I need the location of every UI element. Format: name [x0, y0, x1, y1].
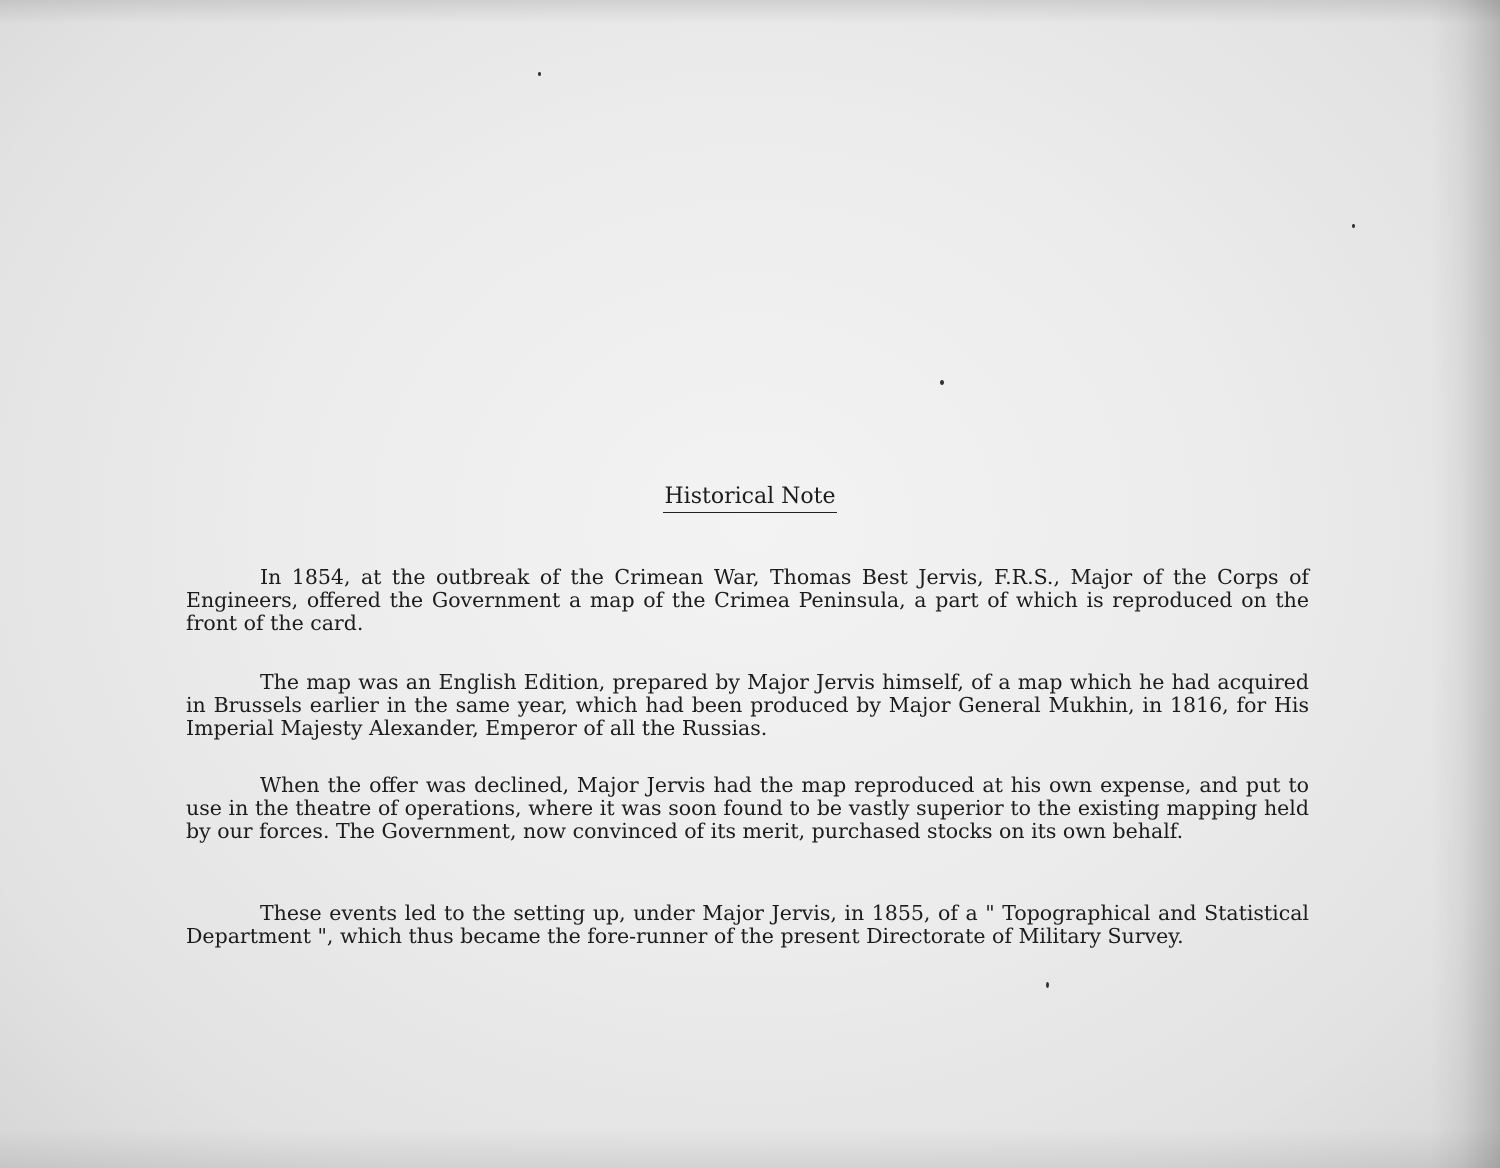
ink-speck [1046, 982, 1049, 988]
ink-speck [1352, 224, 1355, 228]
paper-shadow-right [1430, 0, 1500, 1168]
paper-shadow-top [0, 0, 1500, 24]
paragraph-3: When the offer was declined, Major Jervis had the map reproduced at his own expense, and put to use in the theatre of operations, where it was soon found to be vastly superior to the existing mapping held by our forces. The Government, now convinced of its merit, purchased stocks on its own behalf. [186, 772, 1309, 843]
paper-shadow-bottom [0, 1128, 1500, 1168]
ink-speck [940, 380, 944, 385]
paragraph-1: In 1854, at the outbreak of the Crimean War, Thomas Best Jervis, F.R.S., Major of the Corps of Engineers, offered the Government a map of the Crimea Peninsula, a part of which is reproduced on the front of the card. [186, 564, 1309, 635]
document-title-text: Historical Note [663, 484, 838, 513]
paragraph-2: The map was an English Edition, prepared by Major Jervis himself, of a map which he had acquired in Brussels earlier in the same year, which had been produced by Major General Mukhin, in 1816, for His Imperial Majesty Alexander, Emperor of all the Russias. [186, 669, 1309, 740]
ink-speck [538, 72, 541, 76]
paragraph-4: These events led to the setting up, under Major Jervis, in 1855, of a " Topographical and Statistical Department ", which thus became the fore-runner of the present Directorate of Military Survey. [186, 900, 1309, 948]
document-title [0, 484, 1500, 509]
